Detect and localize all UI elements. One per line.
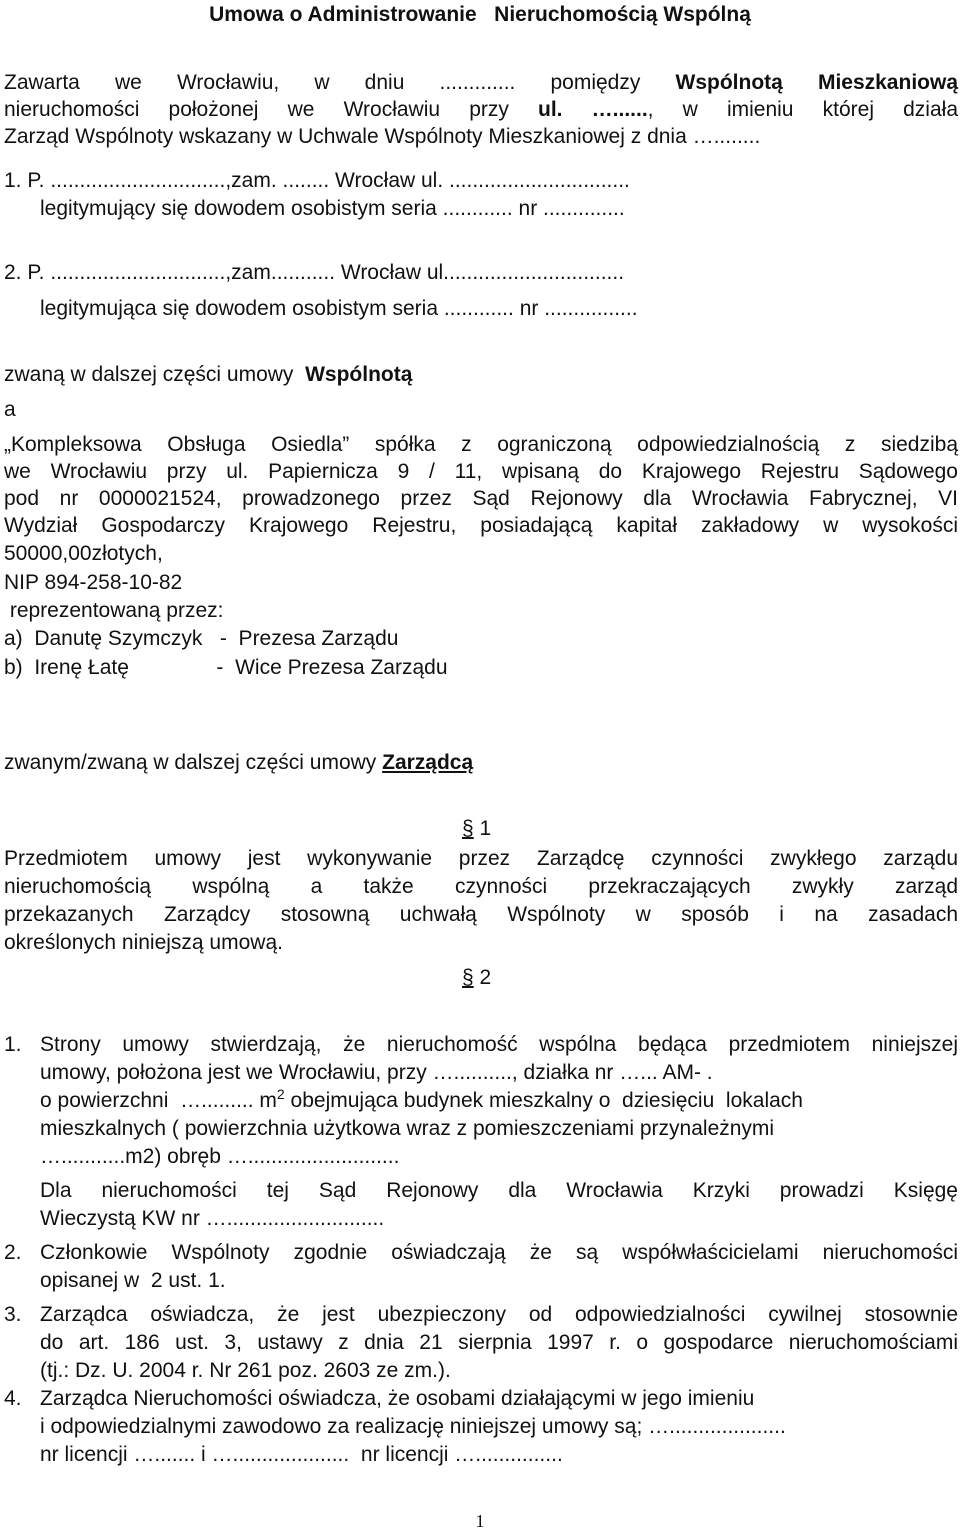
company-nip: NIP 894-258-10-82 bbox=[4, 571, 183, 594]
street-placeholder: ul. …...... bbox=[538, 98, 648, 121]
company-capital: 50000,00złotych, bbox=[4, 542, 163, 565]
intro-text: nieruchomości położonej we Wrocławiu przy bbox=[4, 98, 539, 121]
section-1-line-1: Przedmiotem umowy jest wykonywanie przez Zarządcę czynności zwykłego zarządu bbox=[4, 847, 958, 870]
company-line-2: we Wrocławiu przy ul. Papiernicza 9 / 11, wpisaną do Krajowego Rejestru Sądowego bbox=[4, 460, 958, 483]
item-1-line-2: umowy, położona jest we Wrocławiu, przy ….........., działka nr …... AM- . bbox=[40, 1061, 713, 1084]
intro-line-2 bbox=[4, 97, 958, 123]
area-unit-exponent: 2 bbox=[276, 1086, 285, 1102]
item-3-line-3: (tj.: Dz. U. 2004 r. Nr 261 poz. 2603 ze zm.). bbox=[40, 1359, 451, 1382]
section-2-heading bbox=[462, 965, 491, 991]
area-text: o powierzchni …......... m bbox=[40, 1089, 277, 1112]
company-line-1: „Kompleksowa Obsługa Osiedla” spółka z ograniczoną odpowiedzialnością z siedzibą bbox=[4, 433, 958, 456]
item-4-line-3: nr licencji …....... i ….................... nr licencji …............... bbox=[40, 1443, 563, 1466]
community-name: Wspólnotą Mieszkaniową bbox=[675, 71, 958, 94]
item-2-line-2: opisanej w 2 ust. 1. bbox=[40, 1269, 226, 1292]
manager-line bbox=[4, 750, 473, 776]
intro-text: , w imieniu której działa bbox=[647, 98, 958, 121]
section-number: 1 bbox=[473, 817, 492, 840]
company-line-3: pod nr 0000021524, prowadzonego przez Sąd Rejonowy dla Wrocławia Fabrycznej, VI bbox=[4, 487, 958, 510]
intro-text: Zawarta we Wrocławiu, w dniu ............. pomiędzy bbox=[4, 71, 676, 94]
section-1-line-4: określonych niniejszą umową. bbox=[4, 931, 283, 954]
party-1-line bbox=[4, 362, 412, 388]
item-4-number: 4. bbox=[4, 1387, 22, 1410]
item-1-line-3 bbox=[40, 1088, 803, 1114]
conjunction: a bbox=[4, 398, 16, 421]
building-text: obejmująca budynek mieszkalny o dziesięciu lokalach bbox=[284, 1089, 803, 1112]
item-1-line-6: Dla nieruchomości tej Sąd Rejonowy dla Wrocławia Krzyki prowadzi Księgę bbox=[40, 1179, 958, 1202]
company-line-4: Wydział Gospodarczy Krajowego Rejestru, posiadającą kapitał zakładowy w wysokości bbox=[4, 514, 958, 537]
section-1-line-2: nieruchomością wspólną a także czynności przekraczających zwykły zarząd bbox=[4, 875, 958, 898]
manager-name: Zarządcą bbox=[382, 751, 474, 774]
item-1-line-1: Strony umowy stwierdzają, że nieruchomość wspólna będąca przedmiotem niniejszej bbox=[40, 1033, 958, 1056]
item-1-number: 1. bbox=[4, 1033, 22, 1056]
representative-b: b) Irenę Łatę - Wice Prezesa Zarządu bbox=[4, 656, 448, 679]
intro-line-3: Zarząd Wspólnoty wskazany w Uchwale Wspólnoty Mieszkaniowej z dnia …........ bbox=[4, 125, 761, 148]
board-member-1-id: legitymujący się dowodem osobistym seria ............ nr .............. bbox=[40, 197, 625, 220]
board-member-1: 1. P. ..............................,zam. ........ Wrocław ul. ............................... bbox=[4, 169, 630, 192]
representative-a: a) Danutę Szymczyk - Prezesa Zarządu bbox=[4, 627, 399, 650]
section-symbol: § bbox=[462, 966, 474, 989]
document-title: Umowa o Administrowanie Nieruchomością Wspólną bbox=[209, 3, 751, 26]
item-2-number: 2. bbox=[4, 1241, 22, 1264]
section-1-heading bbox=[462, 816, 491, 842]
party-1-name: Wspólnotą bbox=[305, 363, 413, 386]
item-4-line-1: Zarządca Nieruchomości oświadcza, że osobami działającymi w jego imieniu bbox=[40, 1387, 755, 1410]
item-1-line-7: Wieczystą KW nr …........................... bbox=[40, 1207, 385, 1230]
board-member-2-id: legitymująca się dowodem osobistym seria ............ nr ................ bbox=[40, 297, 638, 320]
item-1-line-4: mieszkalnych ( powierzchnia użytkowa wraz z pomieszczeniami przynależnymi bbox=[40, 1117, 775, 1140]
item-2-line-1: Członkowie Wspólnoty zgodnie oświadczają że są współwłaścicielami nieruchomości bbox=[40, 1241, 958, 1264]
board-member-2: 2. P. ..............................,zam........... Wrocław ul............................... bbox=[4, 261, 625, 284]
item-3-number: 3. bbox=[4, 1303, 22, 1326]
section-number: 2 bbox=[473, 966, 492, 989]
item-1-line-5: …...........m2) obręb ….......................... bbox=[40, 1145, 400, 1168]
section-1-line-3: przekazanych Zarządcy stosowną uchwałą Wspólnoty w sposób i na zasadach bbox=[4, 903, 958, 926]
section-symbol: § bbox=[462, 817, 474, 840]
representation-label: reprezentowaną przez: bbox=[4, 599, 224, 622]
manager-prefix: zwanym/zwaną w dalszej części umowy bbox=[4, 751, 383, 774]
item-3-line-2: do art. 186 ust. 3, ustawy z dnia 21 sierpnia 1997 r. o gospodarce nieruchomościami bbox=[40, 1331, 958, 1354]
party-1-prefix: zwaną w dalszej części umowy bbox=[4, 363, 306, 386]
item-4-line-2: i odpowiedzialnymi zawodowo za realizację niniejszej umowy są; ….................... bbox=[40, 1415, 786, 1438]
page-number: 1 bbox=[475, 1511, 485, 1531]
intro-line-1 bbox=[4, 70, 958, 96]
item-3-line-1: Zarządca oświadcza, że jest ubezpieczony od odpowiedzialności cywilnej stosownie bbox=[40, 1303, 958, 1326]
